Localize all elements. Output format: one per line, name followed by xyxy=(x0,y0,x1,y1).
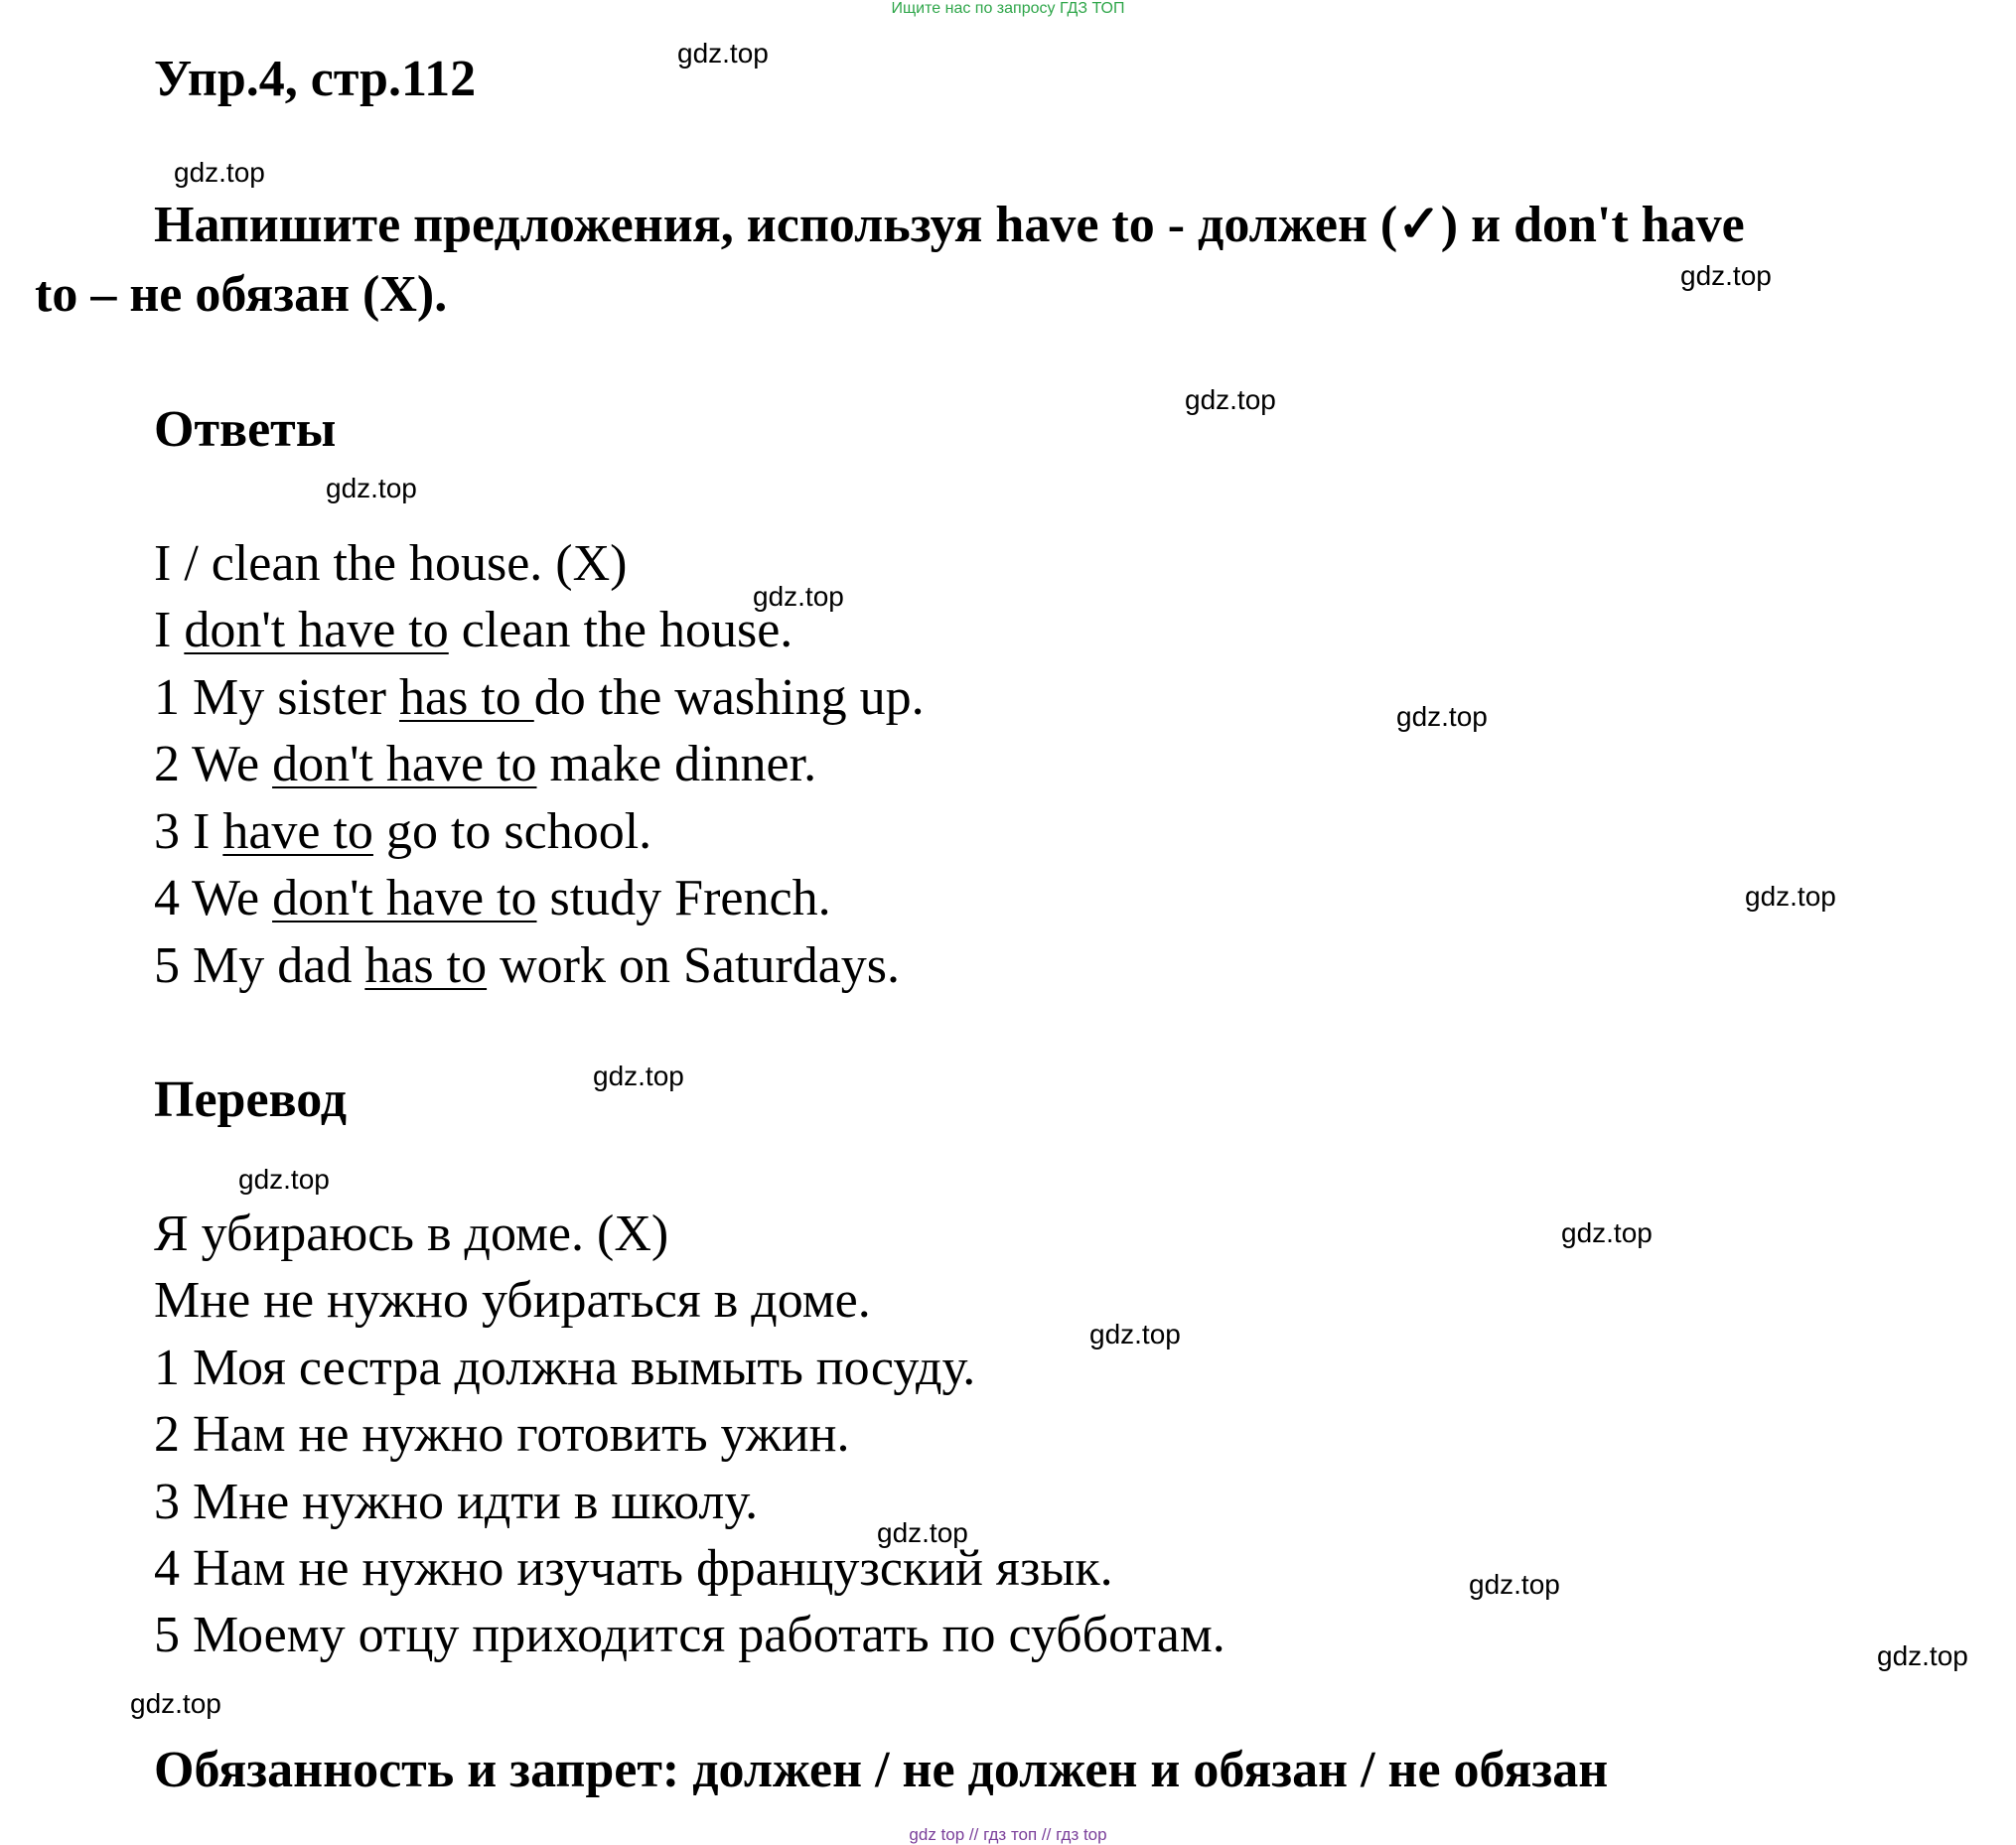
watermark: gdz.top xyxy=(1877,1640,1968,1671)
translation-heading: Перевод xyxy=(154,1071,348,1128)
example-answer xyxy=(154,601,792,659)
answer-pre: 1 My sister xyxy=(154,669,399,726)
translation-line-0: Я убираюсь в доме. (X) xyxy=(154,1206,669,1262)
answer-underlined: has to xyxy=(399,669,534,726)
watermark: gdz.top xyxy=(174,157,265,188)
watermark: gdz.top xyxy=(326,473,417,503)
top-banner: Ищите нас по запросу ГДЗ ТОП xyxy=(891,0,1125,17)
answer-pre: 2 We xyxy=(154,736,273,792)
translation-line-1: Мне не нужно убираться в доме. xyxy=(154,1272,871,1329)
watermark: gdz.top xyxy=(1561,1217,1653,1248)
answer-item-2 xyxy=(154,735,816,793)
translation-line-3: 2 Нам не нужно готовить ужин. xyxy=(154,1406,850,1463)
answer-item-4 xyxy=(154,869,831,927)
answer-post: study French. xyxy=(536,870,831,926)
answer-item-3 xyxy=(154,802,651,861)
answer-underlined: don't have to xyxy=(184,602,449,658)
watermark: gdz.top xyxy=(130,1688,221,1719)
watermark: gdz.top xyxy=(238,1164,330,1195)
bottom-banner: gdz top // гдз топ // гдз top xyxy=(909,1825,1107,1844)
watermark: gdz.top xyxy=(1396,701,1488,732)
answer-post: clean the house. xyxy=(448,602,793,658)
translation-line-6: 5 Моему отцу приходится работать по субботам. xyxy=(154,1607,1225,1663)
answer-item-5 xyxy=(154,936,900,995)
answer-underlined: has to xyxy=(364,937,488,994)
translation-line-5: 4 Нам не нужно изучать французский язык. xyxy=(154,1540,1113,1597)
answer-underlined: have to xyxy=(222,803,373,860)
answer-post: work on Saturdays. xyxy=(487,937,901,994)
watermark: gdz.top xyxy=(1745,881,1836,912)
watermark: gdz.top xyxy=(593,1061,684,1091)
task-instruction-line-1: Напишите предложения, используя have to - должен (✓) и don't have xyxy=(154,197,1745,253)
exercise-title: Упр.4, стр.112 xyxy=(154,51,477,107)
watermark: gdz.top xyxy=(1680,260,1772,291)
answer-pre: 5 My dad xyxy=(154,937,365,994)
example-prompt: I / clean the house. (X) xyxy=(154,535,628,592)
answer-post: make dinner. xyxy=(536,736,817,792)
answer-pre: I xyxy=(154,602,185,658)
watermark: gdz.top xyxy=(1089,1319,1181,1349)
answer-item-1 xyxy=(154,668,925,727)
watermark: gdz.top xyxy=(1469,1569,1560,1600)
translation-line-2: 1 Моя сестра должна вымыть посуду. xyxy=(154,1340,976,1396)
answers-heading: Ответы xyxy=(154,401,337,458)
answer-pre: 4 We xyxy=(154,870,273,926)
watermark: gdz.top xyxy=(1185,384,1276,415)
answer-pre: 3 I xyxy=(154,803,223,860)
answer-underlined: don't have to xyxy=(272,736,537,792)
answer-post: do the washing up. xyxy=(533,669,925,726)
task-instruction-line-2: to – не обязан (X). xyxy=(35,266,448,323)
answer-post: go to school. xyxy=(372,803,652,860)
answer-underlined: don't have to xyxy=(272,870,537,926)
watermark: gdz.top xyxy=(753,581,844,612)
watermark: gdz.top xyxy=(877,1517,968,1548)
watermark: gdz.top xyxy=(677,38,769,69)
translation-line-4: 3 Мне нужно идти в школу. xyxy=(154,1474,759,1530)
footer-heading: Обязанность и запрет: должен / не должен и обязан / не обязан xyxy=(154,1742,1609,1798)
